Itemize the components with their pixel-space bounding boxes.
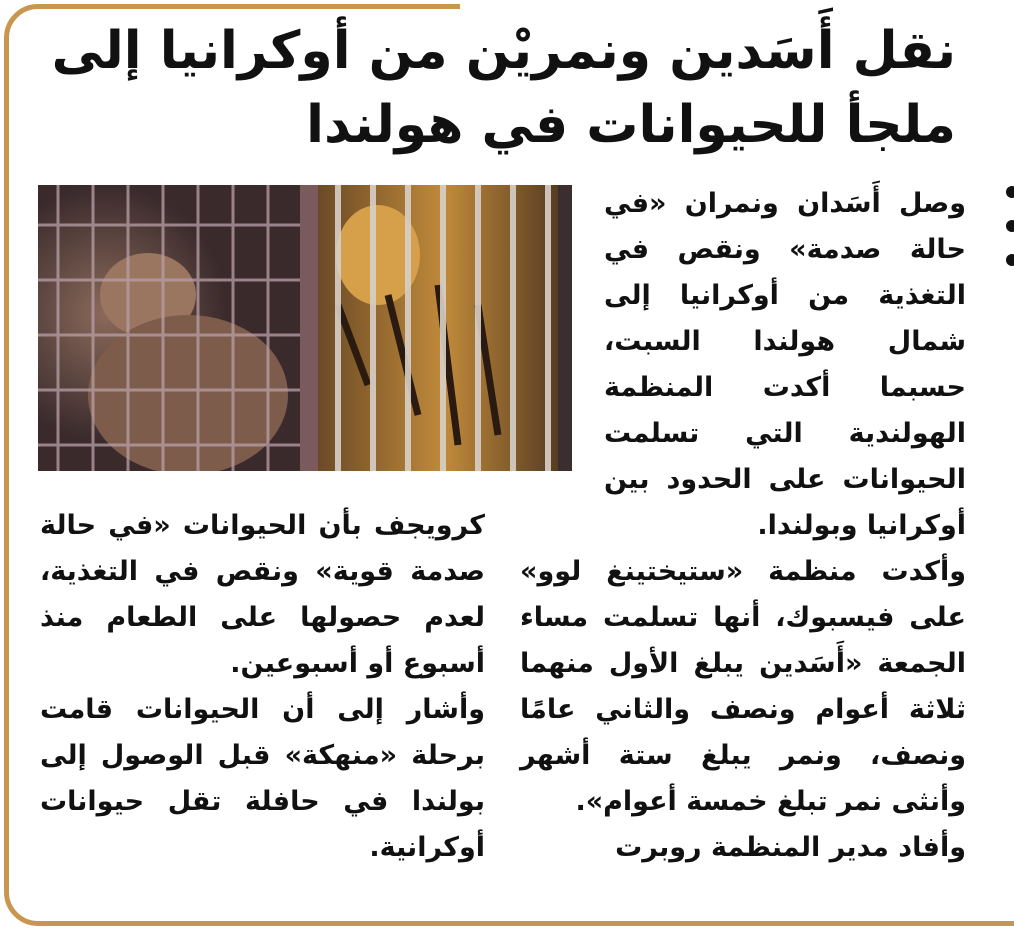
article-column-right-top (604, 181, 966, 549)
lion-body (88, 315, 288, 471)
paragraph-statement: وأكدت منظمة «ستيختينغ لوو» على فيسبوك، أنها تسلمت مساء الجمعة «أَسَدين يبلغ الأول منهما ثلاثة أعوام ونصف والثاني عامًا ونصف، ونمر يبلغ ستة أشهر وأنثى نمر تبلغ خمسة أعوام». (520, 556, 966, 817)
paragraph-shock: كرويجف بأن الحيوانات «في حالة صدمة قوية» ونقص في التغذية، لعدم حصولها على الطعام منذ أسبوع أو أسبوعين. (40, 510, 485, 679)
paragraph-intro: وصل أَسَدان ونمران «في حالة صدمة» ونقص في التغذية من أوكرانيا إلى شمال هولندا السبت، حسبما أكدت المنظمة الهولندية التي تسلمت الحيوانات على الحدود بين أوكرانيا وبولندا. (604, 188, 966, 541)
article-column-right-bottom (520, 549, 966, 871)
adjacent-column-edge (998, 172, 1014, 302)
paragraph-journey: وأشار إلى أن الحيوانات قامت برحلة «منهكة» قبل الوصول إلى بولندا في حافلة تقل حيوانات أوكرانية. (40, 694, 485, 863)
article-headline (51, 14, 956, 162)
caged-animals-image (38, 185, 572, 471)
frame-gap (460, 0, 1014, 12)
paragraph-director: وأفاد مدير المنظمة روبرت (615, 832, 966, 863)
headline-line-1: نقل أَسَدين ونمريْن من أوكرانيا إلى (51, 21, 956, 81)
article-column-left (40, 503, 485, 871)
article-photo (38, 185, 572, 471)
headline-line-2: ملجأ للحيوانات في هولندا (306, 95, 956, 155)
